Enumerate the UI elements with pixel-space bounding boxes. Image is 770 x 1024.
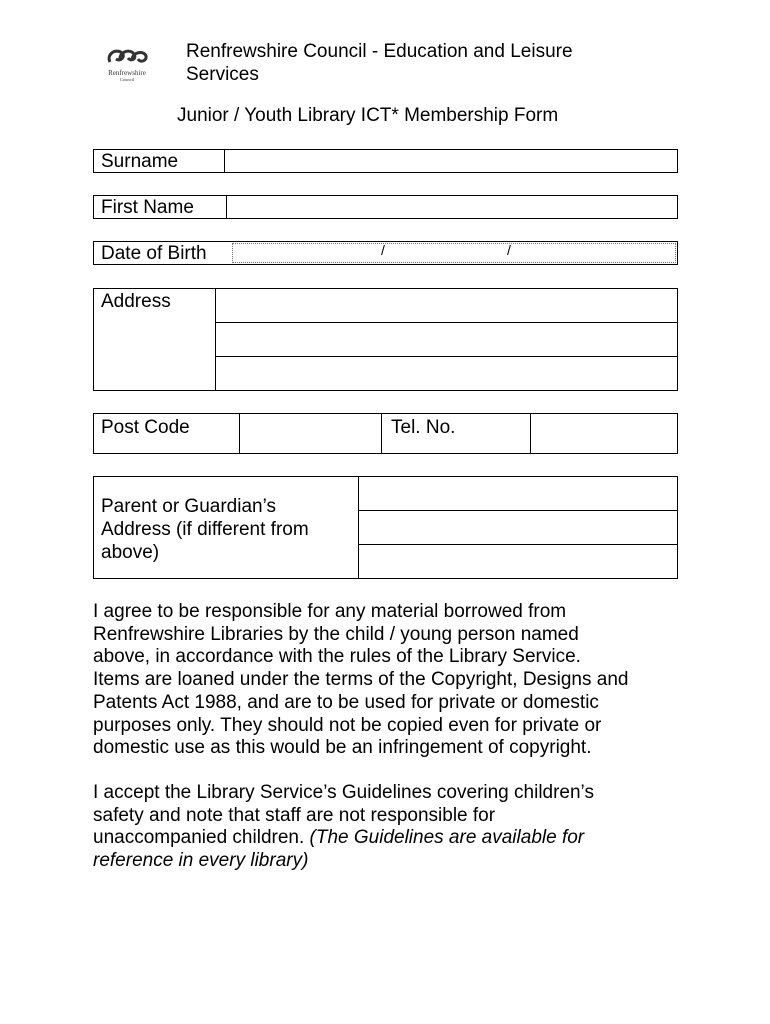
- guardian-label: [101, 495, 309, 564]
- swirl-logo-icon: [104, 44, 150, 70]
- divider: [381, 414, 382, 453]
- guidelines-italic: (The Guidelines are available for: [309, 827, 585, 849]
- divider: [215, 289, 216, 390]
- guardian-address-line-3-input[interactable]: [360, 545, 675, 577]
- agreement-line: Items are loaned under the terms of the Copyright, Designs and: [93, 669, 629, 691]
- divider: [530, 414, 531, 453]
- dob-row: [93, 241, 678, 265]
- renfrewshire-logo: [104, 44, 164, 86]
- agreement-line: Renfrewshire Libraries by the child / young person named: [93, 623, 579, 645]
- guidelines-italic: reference in every library): [93, 850, 309, 872]
- agreement-line: purposes only. They should not be copied even for private or: [93, 714, 602, 736]
- form-title: Junior / Youth Library ICT* Membership Form: [177, 105, 559, 126]
- address-line-1-input[interactable]: [217, 289, 675, 321]
- agreement-paragraph: [93, 601, 693, 760]
- post-code-label: Post Code: [101, 417, 190, 438]
- council-header: [186, 40, 656, 86]
- guidelines-line: safety and note that staff are not responsible for: [93, 804, 496, 826]
- surname-input[interactable]: [226, 150, 676, 172]
- post-code-input[interactable]: [241, 414, 379, 453]
- divider: [358, 477, 359, 578]
- address-line-2-input[interactable]: [217, 323, 675, 355]
- first-name-row: [93, 195, 678, 219]
- logo-sub: Council: [119, 77, 135, 82]
- guardian-address-block: [93, 476, 678, 579]
- guidelines-line: [93, 827, 693, 850]
- surname-label: Surname: [101, 151, 179, 172]
- guardian-address-line-2-input[interactable]: [360, 511, 675, 543]
- address-label: Address: [101, 291, 171, 312]
- first-name-input[interactable]: [228, 196, 676, 218]
- guardian-label-line3: above): [101, 542, 160, 563]
- dob-label: Date of Birth: [101, 243, 207, 264]
- surname-row: [93, 149, 678, 173]
- address-block: [93, 288, 678, 391]
- agreement-line: domestic use as this would be an infringement of copyright.: [93, 737, 592, 759]
- tel-label: Tel. No.: [391, 417, 456, 438]
- guidelines-paragraph: [93, 782, 693, 873]
- agreement-line: I agree to be responsible for any material borrowed from: [93, 601, 567, 622]
- divider: [226, 196, 227, 218]
- guardian-label-line2: Address (if different from: [101, 519, 309, 540]
- council-title-line2: Services: [186, 64, 259, 85]
- first-name-label: First Name: [101, 197, 194, 218]
- logo-name: Renfrewshire: [108, 69, 146, 77]
- tel-input[interactable]: [532, 414, 677, 453]
- dob-separator-2: /: [507, 242, 511, 258]
- dob-separator-1: /: [381, 242, 385, 258]
- postcode-tel-row: [93, 413, 678, 454]
- address-line-3-input[interactable]: [217, 357, 675, 389]
- agreement-line: above, in accordance with the rules of the Library Service.: [93, 646, 581, 668]
- guidelines-text: unaccompanied children.: [93, 827, 310, 849]
- guardian-label-line1: Parent or Guardian’s: [101, 496, 276, 517]
- guidelines-line: [93, 850, 693, 873]
- guardian-address-line-1-input[interactable]: [360, 477, 675, 509]
- council-title-line1: Renfrewshire Council - Education and Leisure: [186, 41, 573, 62]
- guidelines-line: I accept the Library Service’s Guidelines covering children’s: [93, 782, 594, 803]
- dob-input[interactable]: [232, 243, 676, 263]
- divider: [224, 150, 225, 172]
- agreement-line: Patents Act 1988, and are to be used for private or domestic: [93, 691, 599, 713]
- divider: [239, 414, 240, 453]
